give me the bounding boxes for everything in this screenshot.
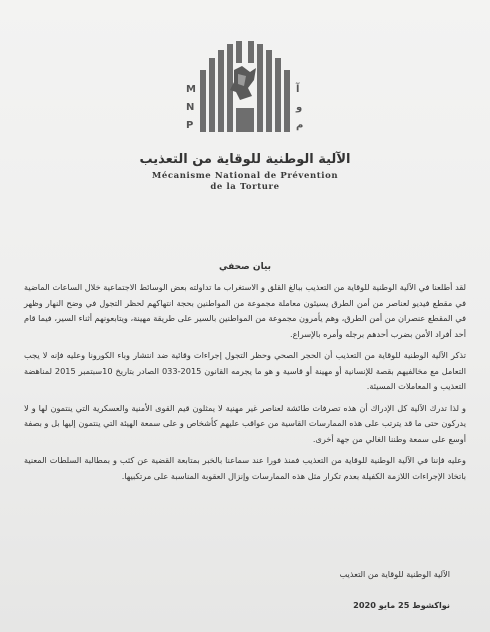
body-paragraph-4: وعليه فإننا في الآلية الوطنية للوقاية من التعذيب فمنذ فورا عند سماعنا بالخبر بمتابعة القضية عن كثب و بمطالبة السلطات المعنية باتخاذ الإجراءات اللازمة الكفيلة بعدم تكرار مثل هذه الممارسات وإنزال العقوبة المناسبة على مرتكبيها. (24, 455, 466, 481)
organization-name-arabic: الآلية الوطنية للوقاية من التعذيب (139, 152, 351, 167)
body-paragraph-1: لقد أطلعنا في الآلية الوطنية للوقاية من التعذيب ببالغ القلق و الاستغراب ما تداولته بعض الوسائط الاجتماعية خلال الساعات الماضية في مقطع فيديو لعناصر من أمن الطرق يسيئون معاملة مجموعة من المواطنين بحجة انتهاكهم لحظر التجول في وضح النهار وظهر في المقطع عنصران من أمن الطرق، وهم يأمرون مجموعة من المواطنين بالسير على طريقة مهينة، ويتابعونهم أثناء السير، فيما قام أحد أفراد الأمن بضرب أحدهم برجله وأمره بالإسراع. (24, 282, 466, 339)
mechanism-emblem-logo (178, 30, 312, 148)
emblem-letter-ar-3: م (296, 120, 304, 131)
document-title: بيان صحفي (218, 262, 271, 272)
organization-name-french-line1: Mécanisme National de Prévention (151, 171, 339, 181)
signature-line: الآلية الوطنية للوقاية من التعذيب (339, 569, 450, 579)
emblem-icon (178, 30, 312, 148)
emblem-letter-m: M (186, 84, 196, 95)
emblem-letter-p: P (186, 120, 194, 131)
document-date: نواكشوط 25 مايو 2020 (353, 600, 450, 610)
body-paragraph-3: و لذا تدرك الآلية كل الإدراك أن هذه تصرفات طائشة لعناصر غير مهنية لا يمثلون قيم القوى الأمنية والعسكرية التي ينتمون لها و لا يدركون حتى ما قد يترتب على هذه الممارسات القاسية من عواقب عليهم كأشخاص و على سمعة الهيئة التي ينتمون إليها بل و بصفة أوسع على سمعة وطننا الغالي من جهة أخرى. (24, 402, 466, 444)
body-paragraph-2: تذكر الآلية الوطنية للوقاية من التعذيب أن الحجر الصحي وحظر التجول إجراءات وقائية ضد انتشار وباء الكورونا وعليه فإنه لا يجب التعامل مع مخالفيهم بقصة للإنسانية أو مهينة أو قاسية و هو ما يجرمه القانون 2015-033 الصادر بتاريخ 10سبتمبر 2015 لمناهضة التعذيب و المعاملات المسيئة. (24, 350, 466, 391)
emblem-letter-ar-1: آ (296, 84, 300, 95)
organization-name-french-line2: de la Torture (210, 182, 280, 192)
emblem-letter-ar-2: و (296, 102, 303, 113)
press-release-body (24, 280, 466, 490)
emblem-letter-n: N (186, 102, 195, 113)
